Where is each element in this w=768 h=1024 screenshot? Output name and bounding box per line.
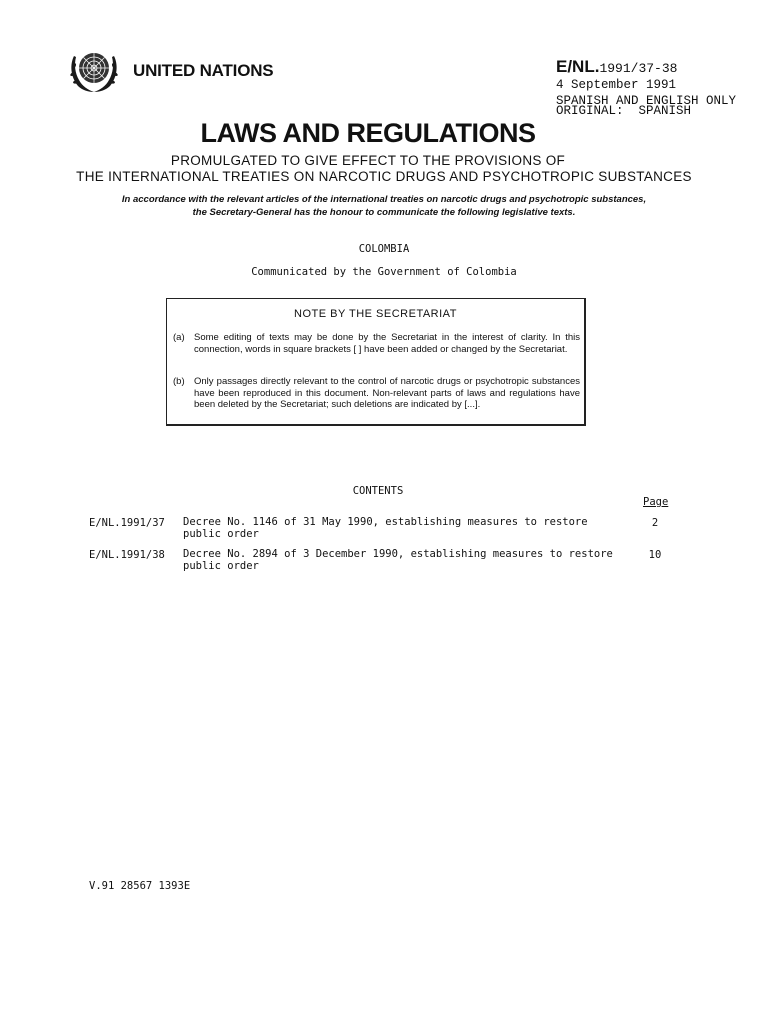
contents-entry-code: E/NL.1991/37	[89, 517, 165, 529]
intro-line-2: the Secretary-General has the honour to communicate the following legislative texts.	[192, 207, 576, 218]
contents-entry-desc-line: public order	[183, 559, 259, 572]
document-original-language: ORIGINAL: SPANISH	[556, 104, 692, 118]
page-column-header: Page	[643, 496, 669, 508]
contents-entry-code: E/NL.1991/38	[89, 549, 165, 561]
document-date: 4 September 1991	[556, 78, 677, 92]
document-symbol-block	[556, 57, 737, 118]
symbol-prefix: E/NL.	[556, 57, 600, 76]
contents-entry-desc-line: Decree No. 2894 of 3 December 1990, establishing measures to restore	[183, 548, 613, 560]
note-item-label: (a)	[173, 332, 185, 343]
symbol-number: 1991/37-38	[599, 61, 678, 76]
job-number: V.91 28567 1393E	[89, 880, 191, 892]
secretariat-note-box	[166, 298, 586, 426]
contents-entry-description	[183, 517, 623, 540]
un-emblem-icon	[68, 46, 120, 94]
subtitle-line-1: PROMULGATED TO GIVE EFFECT TO THE PROVISIONS OF	[170, 153, 566, 168]
note-item-text: Some editing of texts may be done by the Secretariat in the interest of clarity. In this connection, words in square brackets [ ] have been added or changed by the Secretariat.	[194, 332, 580, 355]
document-symbol	[556, 57, 736, 76]
note-item-label: (b)	[173, 376, 185, 387]
note-item-text: Only passages directly relevant to the control of narcotic drugs or psychotropic substances have been reproduced in this document. Non-relevant parts of laws and regulations have been deleted by the Secretariat; such deletions are indicated by [...].	[194, 376, 580, 410]
contents-entry-page: 2	[651, 517, 659, 529]
communicated-by: Communicated by the Government of Colombia	[251, 266, 517, 278]
subtitle-line-2: THE INTERNATIONAL TREATIES ON NARCOTIC DRUGS AND PSYCHOTROPIC SUBSTANCES	[76, 169, 692, 184]
contents-entry-desc-line: Decree No. 1146 of 31 May 1990, establishing measures to restore	[183, 516, 588, 528]
contents-entry-description	[183, 549, 623, 572]
note-title: NOTE BY THE SECRETARIAT	[294, 308, 457, 320]
contents-entry-desc-line: public order	[183, 527, 259, 540]
document-languages: SPANISH AND ENGLISH ONLY	[556, 94, 737, 108]
page-title: LAWS AND REGULATIONS	[200, 118, 536, 148]
country-heading: COLOMBIA	[358, 243, 410, 255]
organization-name: UNITED NATIONS	[133, 61, 274, 80]
intro-line-1: In accordance with the relevant articles of the international treaties on narcotic drugs and psychotropic substances,	[121, 194, 647, 205]
contents-entry-page: 10	[648, 549, 662, 561]
contents-heading: CONTENTS	[352, 485, 404, 497]
